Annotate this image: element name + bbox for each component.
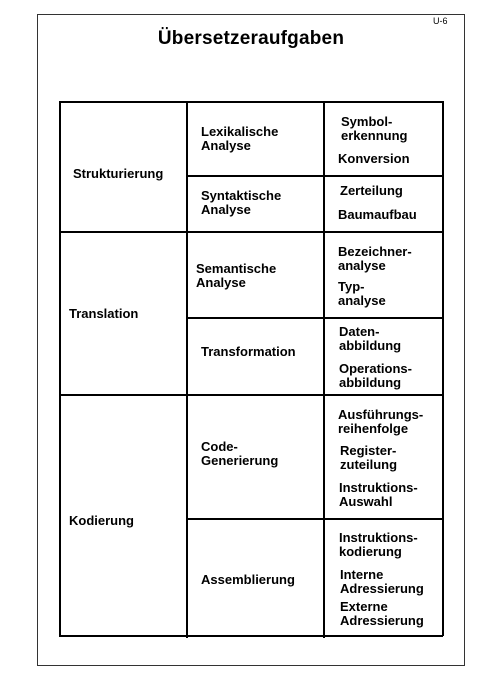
task-item: Daten- abbildung bbox=[339, 324, 402, 353]
row-divider-codegen bbox=[187, 518, 443, 520]
subphase-label-transformation: Transformation bbox=[201, 344, 296, 359]
phase-divider-translation bbox=[59, 394, 443, 396]
row-divider-semantisch bbox=[187, 317, 443, 319]
phase-divider-strukturierung bbox=[59, 231, 443, 233]
task-item: Instruktions- Auswahl bbox=[339, 480, 418, 509]
subphase-label-assemblierung: Assemblierung bbox=[201, 572, 295, 587]
phase-label-kodierung: Kodierung bbox=[69, 513, 134, 528]
task-item: Zerteilung bbox=[340, 183, 403, 198]
task-item: Baumaufbau bbox=[338, 207, 417, 222]
subphase-label-semantische-analyse: Semantische Analyse bbox=[196, 261, 277, 290]
task-item: Instruktions- kodierung bbox=[339, 530, 418, 559]
subphase-label-lexikalische-analyse: Lexikalische Analyse bbox=[201, 124, 279, 153]
table-right-border bbox=[442, 101, 444, 636]
subphase-label-code-generierung: Code- Generierung bbox=[201, 439, 279, 468]
task-item: Symbol- erkennung bbox=[341, 114, 408, 143]
row-divider-lexikalisch bbox=[187, 175, 443, 177]
table-top-border bbox=[59, 101, 443, 103]
task-item: Operations- abbildung bbox=[339, 361, 412, 390]
table-left-border bbox=[59, 101, 61, 636]
task-item: Interne Adressierung bbox=[340, 567, 424, 596]
column-divider-1 bbox=[186, 101, 188, 638]
task-item: Typ- analyse bbox=[338, 279, 386, 308]
task-item: Ausführungs- reihenfolge bbox=[338, 407, 424, 436]
table-bottom-border bbox=[59, 635, 443, 637]
page-title: Übersetzeraufgaben bbox=[157, 28, 345, 49]
phase-label-strukturierung: Strukturierung bbox=[73, 166, 164, 181]
task-item: Externe Adressierung bbox=[340, 599, 424, 628]
subphase-label-syntaktische-analyse: Syntaktische Analyse bbox=[201, 188, 282, 217]
phase-label-translation: Translation bbox=[69, 306, 139, 321]
task-item: Konversion bbox=[338, 151, 410, 166]
task-item: Register- zuteilung bbox=[340, 443, 398, 472]
column-divider-2 bbox=[323, 101, 325, 638]
page-code: U-6 bbox=[433, 16, 448, 26]
task-item: Bezeichner- analyse bbox=[338, 244, 412, 273]
